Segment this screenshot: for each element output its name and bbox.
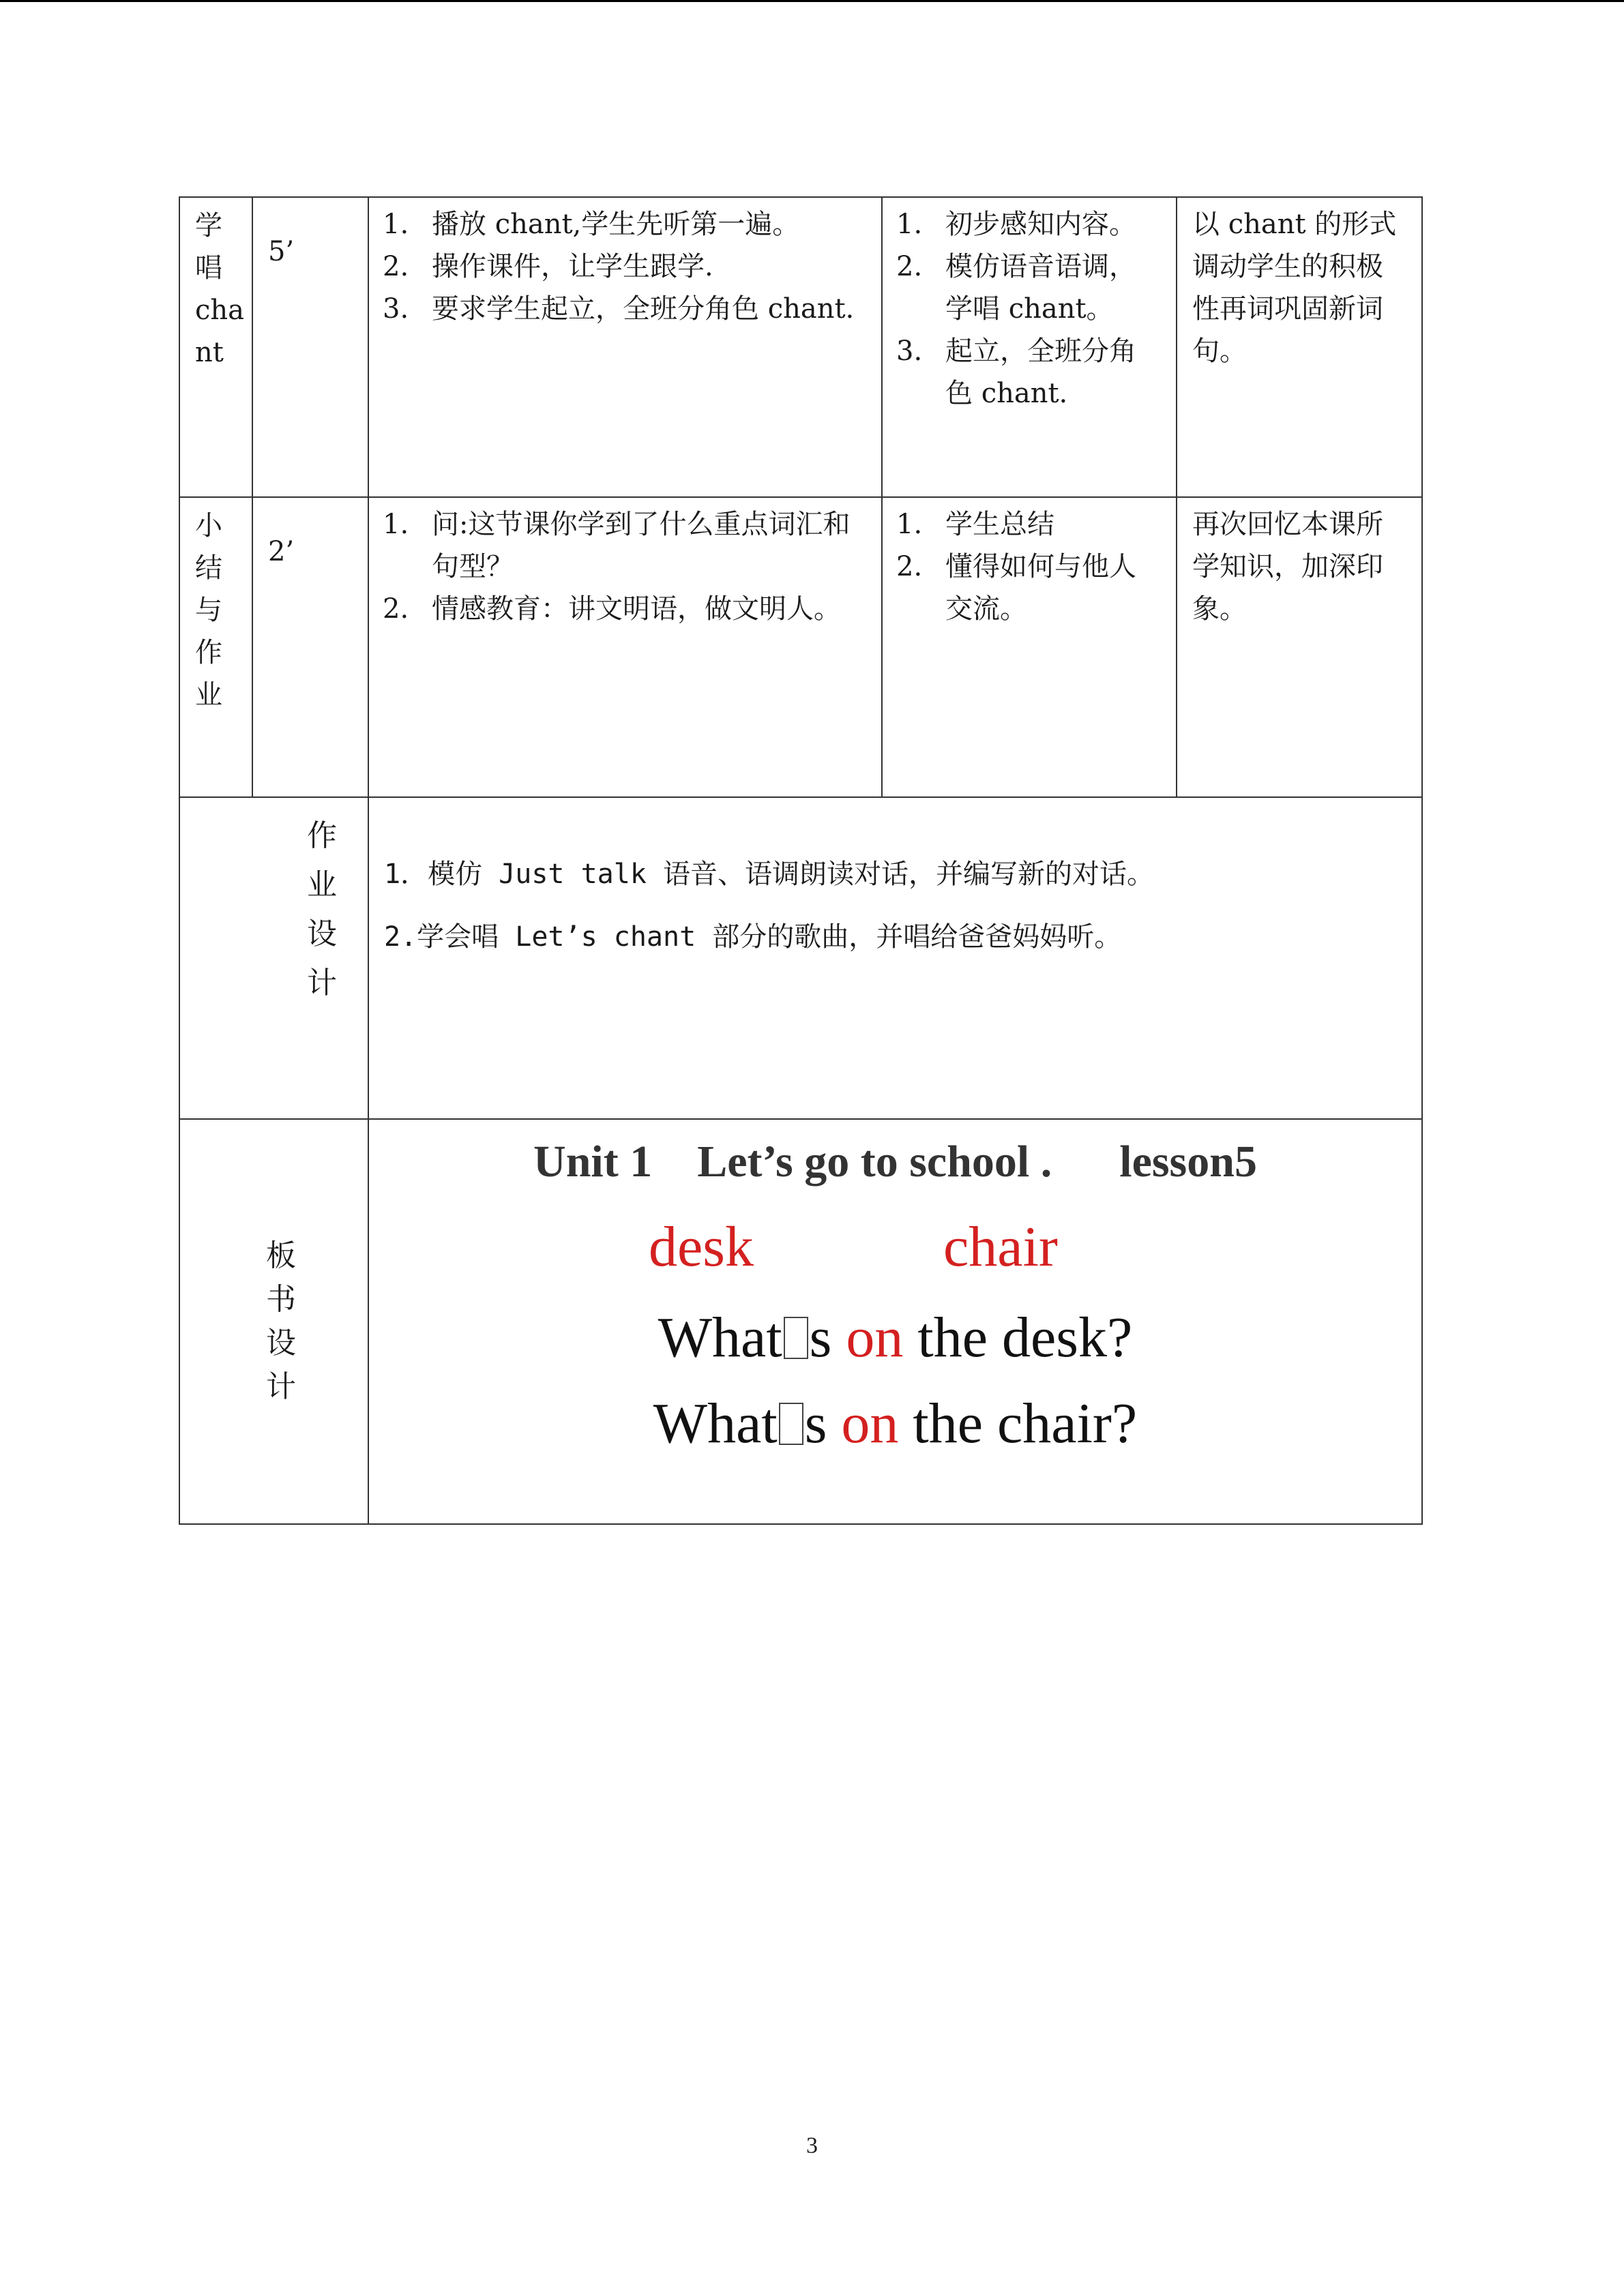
table-row-chant: [179, 197, 1422, 497]
student-activity-list: [883, 498, 1176, 630]
question-text: the desk?: [903, 1306, 1133, 1369]
label-char: 设: [266, 1326, 296, 1360]
item-number: 3.: [383, 293, 409, 325]
time-cell: 5’: [252, 197, 368, 497]
stage-char: 与: [195, 595, 222, 626]
student-activity-cell: [882, 197, 1177, 497]
blackboard-title: Unit 1 Let’s go to school . lesson5: [533, 1137, 1257, 1187]
item-number: 2.: [896, 251, 923, 282]
stage-char: nt: [195, 337, 224, 368]
time-cell: 2’: [252, 497, 368, 797]
homework-label: [301, 811, 342, 1008]
table-row-blackboard: [179, 1119, 1422, 1524]
label-char: 计: [266, 1369, 296, 1404]
homework-line-2: 2.学会唱 Let’s chant 部分的歌曲，并唱给爸爸妈妈听。: [384, 921, 1122, 953]
list-item: [896, 503, 1162, 546]
list-item: [896, 245, 1162, 330]
question-text: the chair?: [898, 1392, 1138, 1455]
design-intent-cell: 以 chant 的形式调动学生的积极性再词巩固新词句。: [1177, 197, 1422, 497]
design-intent-cell: 再次回忆本课所学知识，加深印象。: [1177, 497, 1422, 797]
question-text: s: [809, 1306, 846, 1369]
label-char: 设: [307, 916, 337, 951]
item-number: 1.: [383, 209, 409, 240]
stage-cell-summary: [179, 497, 252, 797]
item-number: 1.: [896, 509, 923, 540]
item-text: 要求学生起立，全班分角色 chant.: [432, 293, 855, 325]
item-text: 学生总结: [945, 509, 1054, 540]
question-chair: [369, 1391, 1421, 1457]
item-number: 1.: [383, 509, 409, 540]
list-item: [383, 203, 868, 245]
table-row-homework: [179, 797, 1422, 1119]
list-item: [896, 330, 1162, 415]
teacher-activity-cell: [368, 497, 882, 797]
item-number: 2.: [383, 593, 409, 625]
item-text: 初步感知内容。: [945, 209, 1136, 240]
stage-char: 业: [195, 679, 222, 711]
label-char: 书: [266, 1282, 296, 1317]
homework-label-cell: [179, 797, 368, 1119]
stage-char: cha: [195, 295, 245, 326]
missing-glyph-box: [779, 1403, 803, 1445]
label-char: 计: [307, 966, 337, 1000]
stage-char: 学: [195, 210, 222, 241]
stage-char: 作: [195, 637, 222, 668]
vocab-word-desk: desk: [649, 1215, 754, 1279]
missing-glyph-box: [784, 1317, 808, 1359]
item-text: 问:这节课你学到了什么重点词汇和句型？: [432, 509, 851, 582]
homework-content-cell: [368, 797, 1422, 1119]
item-text: 播放 chant,学生先听第一遍。: [432, 209, 800, 240]
question-text: What: [658, 1306, 782, 1369]
stage-cell-chant: [179, 197, 252, 497]
vocab-word-chair: chair: [943, 1215, 1058, 1279]
teacher-activity-cell: [368, 197, 882, 497]
item-text: 情感教育：讲文明语，做文明人。: [432, 593, 841, 625]
question-desk: [369, 1305, 1421, 1371]
teacher-activity-list: [369, 198, 881, 330]
lesson-plan-table: [179, 196, 1423, 1525]
blackboard-label: [261, 1234, 301, 1409]
label-char: 作: [307, 818, 337, 853]
question-text: What: [653, 1392, 778, 1455]
item-text: 起立，全班分角色 chant.: [945, 336, 1136, 409]
item-number: 2.: [383, 251, 409, 282]
student-activity-list: [883, 198, 1176, 415]
table-row-summary: [179, 497, 1422, 797]
question-text: s: [804, 1392, 842, 1455]
stage-char: 小: [195, 510, 222, 541]
page-top-border: [0, 0, 1624, 2]
blackboard-label-cell: [179, 1119, 368, 1524]
list-item: [896, 203, 1162, 245]
preposition-on: on: [841, 1392, 899, 1455]
item-text: 操作课件，让学生跟学.: [432, 251, 713, 282]
preposition-on: on: [846, 1306, 904, 1369]
item-text: 懂得如何与他人交流。: [945, 551, 1136, 625]
stage-char: 唱: [195, 252, 222, 284]
list-item: [896, 546, 1162, 630]
list-item: [383, 245, 868, 288]
stage-char: 结: [195, 552, 222, 584]
item-text: 模仿语音语调，学唱 chant。: [945, 251, 1136, 325]
student-activity-cell: [882, 497, 1177, 797]
blackboard-content-cell: [368, 1119, 1422, 1524]
item-number: 3.: [896, 336, 923, 367]
homework-line-1: 1．模仿 Just talk 语音、语调朗读对话，并编写新的对话。: [384, 859, 1154, 890]
item-number: 1.: [896, 209, 923, 240]
label-char: 板: [266, 1238, 296, 1273]
item-number: 2.: [896, 551, 923, 582]
list-item: [383, 588, 868, 630]
list-item: [383, 503, 868, 588]
list-item: [383, 288, 868, 330]
label-char: 业: [307, 867, 337, 902]
teacher-activity-list: [369, 498, 881, 630]
page-number: 3: [806, 2133, 818, 2158]
